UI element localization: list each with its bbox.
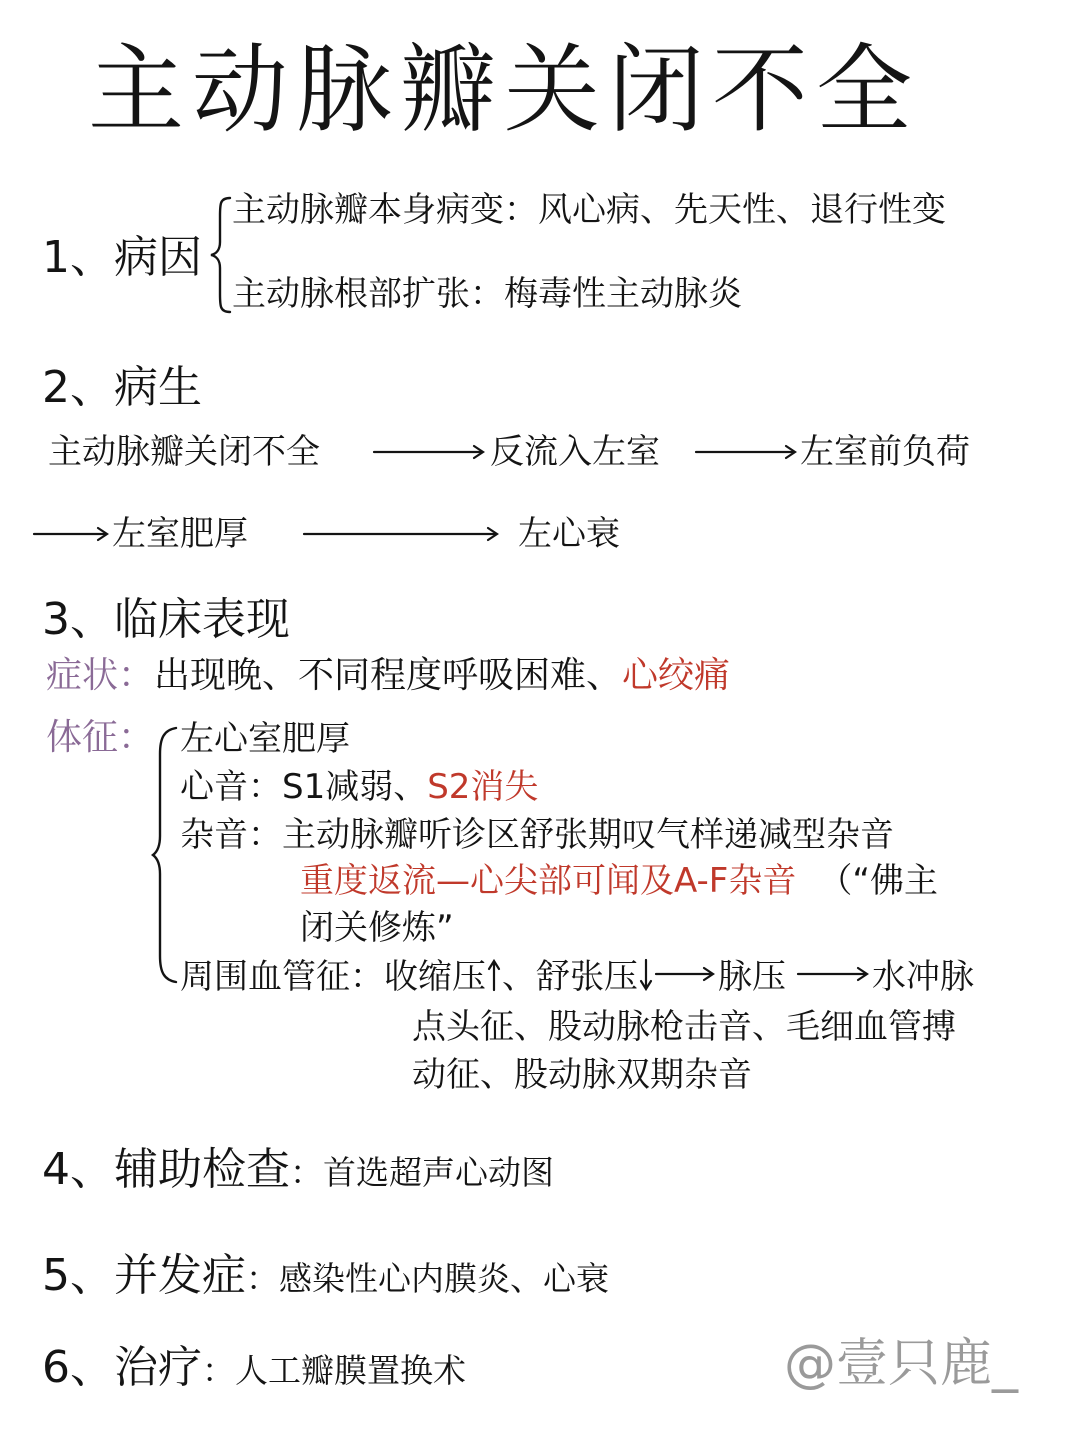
heart-sounds-s2: S2消失 (427, 767, 539, 807)
sign-lv-hypertrophy: 左心室肥厚 (180, 719, 350, 759)
section-heading-etiology: 1、病因 (42, 232, 202, 283)
symptoms-angina: 心绞痛 (622, 655, 731, 696)
section-heading-auxiliary: 4、辅助检查 (42, 1144, 290, 1195)
right-arrow-icon (654, 964, 718, 984)
section-heading-pathophysiology: 2、病生 (42, 362, 202, 413)
flow-step-5: 左心衰 (518, 514, 620, 554)
murmur-austin-flint: 重度返流—心尖部可闻及A-F杂音 (300, 861, 797, 901)
heart-sounds-text: 心音：S1减弱、 (180, 767, 428, 807)
sign-peripheral-vascular (180, 957, 974, 997)
symptoms-row (46, 655, 731, 696)
complications-text: ：感染性心内膜炎、心衰 (246, 1259, 609, 1298)
treatment-text: ：人工瓣膜置换术 (202, 1351, 466, 1390)
peripheral-line-3: 动征、股动脉双期杂音 (412, 1055, 752, 1095)
curly-brace-icon (150, 724, 180, 986)
section-complications (42, 1250, 609, 1301)
sign-heart-sounds (180, 767, 539, 807)
peripheral-water-hammer: 水冲脉 (872, 957, 974, 997)
flow-step-3: 左室前负荷 (800, 432, 970, 472)
sign-murmur-severe (300, 861, 938, 901)
down-arrow-icon (638, 958, 654, 992)
murmur-mnemonic: （“佛主 (818, 861, 938, 901)
signs-label: 体征： (46, 717, 155, 758)
watermark: @壹只鹿_ (784, 1334, 1019, 1394)
peripheral-line-2: 点头征、股动脉枪击音、毛细血管搏 (412, 1007, 956, 1047)
up-arrow-icon (486, 958, 502, 992)
right-arrow-icon (32, 524, 112, 544)
page-title: 主动脉瓣关闭不全 (88, 34, 920, 146)
section-heading-treatment: 6、治疗 (42, 1342, 202, 1393)
right-arrow-icon (302, 524, 502, 544)
section-treatment (42, 1342, 466, 1393)
sign-murmur: 杂音：主动脉瓣听诊区舒张期叹气样递减型杂音 (180, 815, 894, 855)
peripheral-pulse-pressure: 脉压 (718, 957, 786, 997)
flow-step-1: 主动脉瓣关闭不全 (48, 432, 320, 472)
right-arrow-icon (694, 442, 800, 462)
symptoms-label: 症状： (46, 655, 155, 696)
sign-murmur-mnemonic-2: 闭关修炼” (300, 908, 454, 948)
curly-brace-icon (208, 194, 234, 316)
peripheral-diastolic: 、舒张压 (502, 957, 638, 997)
etiology-line-1: 主动脉瓣本身病变：风心病、先天性、退行性变 (232, 190, 946, 230)
right-arrow-icon (372, 442, 488, 462)
section-auxiliary-exam (42, 1144, 554, 1195)
right-arrow-icon (796, 964, 872, 984)
section-heading-complications: 5、并发症 (42, 1250, 246, 1301)
flow-step-4: 左室肥厚 (112, 514, 248, 554)
etiology-line-2: 主动脉根部扩张：梅毒性主动脉炎 (232, 274, 742, 314)
section-heading-clinical: 3、临床表现 (42, 594, 290, 645)
flow-step-2: 反流入左室 (490, 432, 660, 472)
peripheral-label: 周围血管征：收缩压 (180, 957, 486, 997)
symptoms-text: 出现晚、不同程度呼吸困难、 (154, 655, 623, 696)
auxiliary-text: ：首选超声心动图 (290, 1153, 554, 1192)
